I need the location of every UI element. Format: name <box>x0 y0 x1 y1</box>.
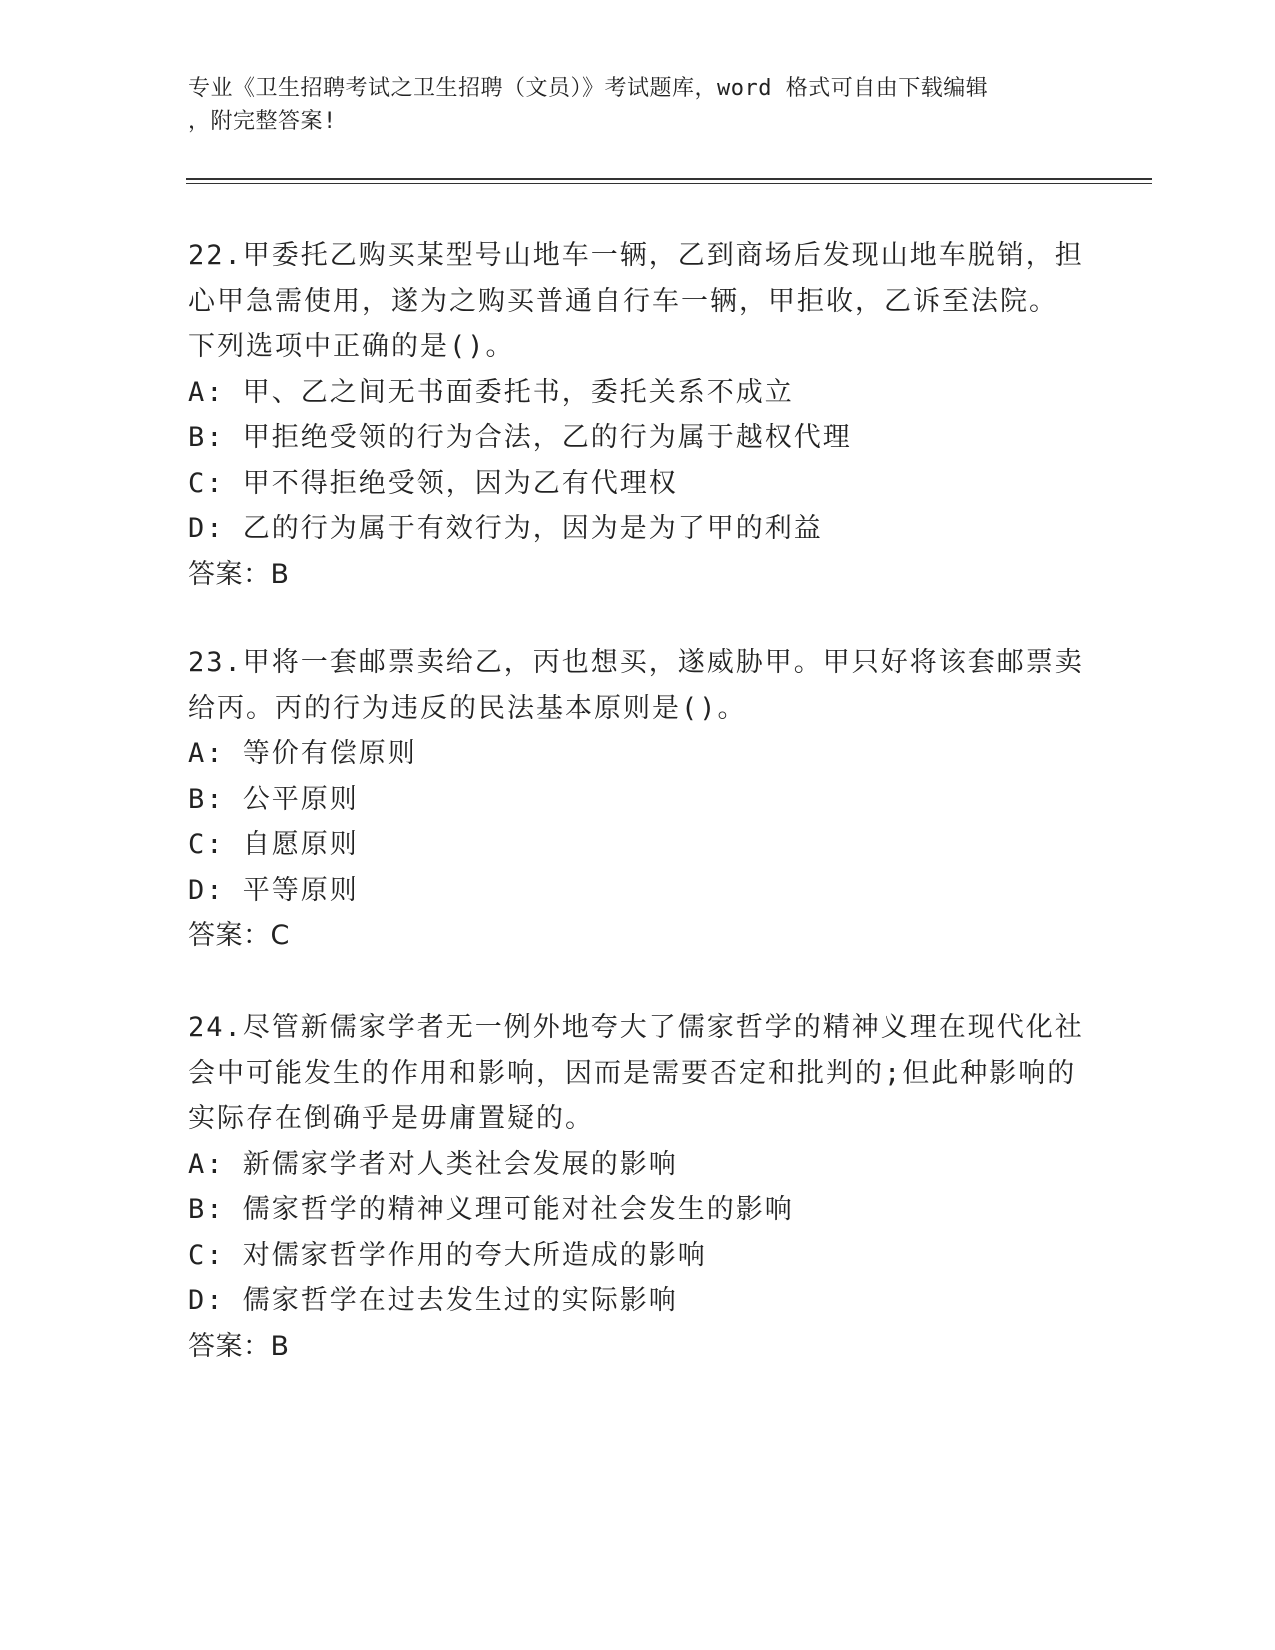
question-text-line: 23.甲将一套邮票卖给乙，丙也想买，遂威胁甲。甲只好将该套邮票卖 <box>188 647 1084 678</box>
option-c: C: 自愿原则 <box>188 829 359 860</box>
question-text-line: 22.甲委托乙购买某型号山地车一辆，乙到商场后发现山地车脱销，担 <box>188 240 1084 271</box>
option-b: B: 公平原则 <box>188 783 359 815</box>
answer-line: 答案：B <box>188 1330 290 1362</box>
header-divider <box>186 178 1152 184</box>
header-line: 专业《卫生招聘考试之卫生招聘（文员）》考试题库，word 格式可自由下载编辑 <box>188 76 989 101</box>
question-text-line: 心甲急需使用，遂为之购买普通自行车一辆，甲拒收，乙诉至法院。 <box>188 285 1058 317</box>
option-d: D: 平等原则 <box>188 874 359 906</box>
option-b: B: 甲拒绝受领的行为合法，乙的行为属于越权代理 <box>188 422 852 453</box>
option-d: D: 乙的行为属于有效行为，因为是为了甲的利益 <box>188 513 823 544</box>
option-c: C: 甲不得拒绝受领，因为乙有代理权 <box>188 467 678 499</box>
option-a: A: 甲、乙之间无书面委托书，委托关系不成立 <box>188 376 794 408</box>
option-b: B: 儒家哲学的精神义理可能对社会发生的影响 <box>188 1194 794 1225</box>
option-a: A: 等价有偿原则 <box>188 738 417 769</box>
question-text-line: 24.尽管新儒家学者无一例外地夸大了儒家哲学的精神义理在现代化社 <box>188 1012 1084 1043</box>
option-a: A: 新儒家学者对人类社会发展的影响 <box>188 1148 678 1180</box>
option-c: C: 对儒家哲学作用的夸大所造成的影响 <box>188 1239 707 1271</box>
answer-line: 答案：C <box>188 920 290 951</box>
question-text-line: 给丙。丙的行为违反的民法基本原则是()。 <box>188 692 747 724</box>
answer-line: 答案：B <box>188 558 290 590</box>
option-d: D: 儒家哲学在过去发生过的实际影响 <box>188 1285 678 1316</box>
question-22 <box>188 233 1088 597</box>
question-text-line: 会中可能发生的作用和影响，因而是需要否定和批判的;但此种影响的 <box>188 1057 1077 1089</box>
header-line: ，附完整答案! <box>188 109 337 134</box>
question-text-line: 实际存在倒确乎是毋庸置疑的。 <box>188 1103 594 1134</box>
question-text-line: 下列选项中正确的是()。 <box>188 331 515 362</box>
page-header <box>188 72 1088 138</box>
question-23 <box>188 640 1088 959</box>
question-24 <box>188 1005 1088 1369</box>
